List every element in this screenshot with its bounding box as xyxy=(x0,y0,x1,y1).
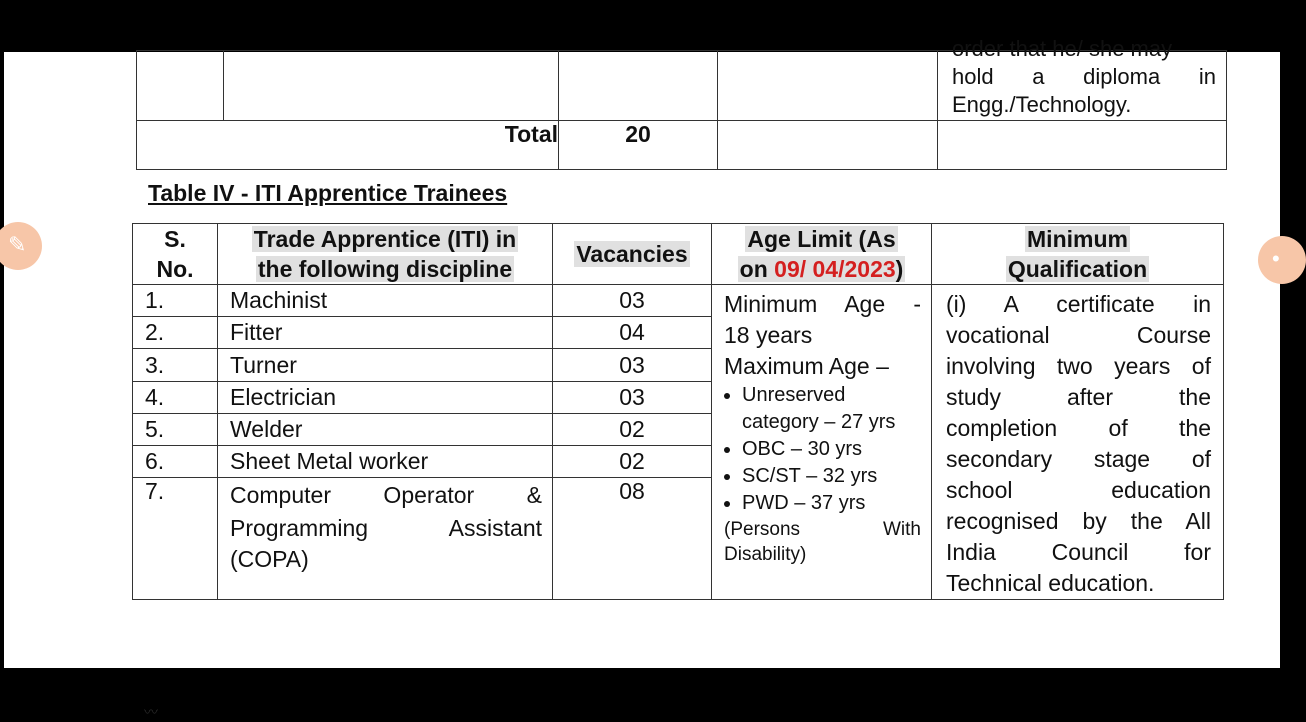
previous-table-fragment xyxy=(136,36,1227,170)
qualification-line: involving two years of xyxy=(946,353,1211,379)
age-category-list xyxy=(724,382,921,517)
min-age-line: Minimum Age - xyxy=(724,291,921,317)
age-limit-date: 09/ 04/2023 xyxy=(774,256,896,282)
floating-action-icon[interactable]: • xyxy=(1258,236,1306,284)
row-sno: 3. xyxy=(133,349,218,381)
qualification-line: study after the xyxy=(946,384,1211,410)
qualification-line: hold a diploma in xyxy=(952,64,1216,89)
row-trade: Fitter xyxy=(218,317,553,349)
table-cell xyxy=(137,51,224,121)
age-category-item: • PWD – 37 yrs xyxy=(742,490,921,517)
row-trade: Sheet Metal worker xyxy=(218,446,553,478)
table-cell xyxy=(224,51,559,121)
row-sno: 5. xyxy=(133,413,218,445)
pwd-note: Disability) xyxy=(724,544,807,565)
row-vacancies: 08 xyxy=(553,478,712,600)
pwd-note: (Persons With xyxy=(724,519,921,540)
table-caption: Table IV - ITI Apprentice Trainees xyxy=(148,180,508,206)
row-sno: 6. xyxy=(133,446,218,478)
table-row xyxy=(133,285,1224,317)
header-age-limit: Age Limit (As on 09/ 04/2023) xyxy=(712,224,932,285)
row-vacancies: 02 xyxy=(553,446,712,478)
age-category-item: • SC/ST – 32 yrs xyxy=(742,463,921,490)
total-label: Total xyxy=(137,121,559,170)
table-cell xyxy=(938,121,1227,170)
pen-mark: 〰 xyxy=(144,704,158,720)
total-value: 20 xyxy=(559,121,718,170)
row-sno: 2. xyxy=(133,317,218,349)
table-cell xyxy=(718,121,938,170)
qualification-cell xyxy=(938,36,1227,121)
table-cell xyxy=(559,51,718,121)
row-sno: 7. xyxy=(133,478,218,600)
row-trade: Electrician xyxy=(218,381,553,413)
header-vacancies: Vacancies xyxy=(553,224,712,285)
row-trade: Turner xyxy=(218,349,553,381)
row-vacancies: 04 xyxy=(553,317,712,349)
qualification-cell xyxy=(932,285,1224,600)
header-qualification: Minimum Qualification xyxy=(932,224,1224,285)
row-sno: 4. xyxy=(133,381,218,413)
document-page xyxy=(4,36,1280,720)
cut-text-line: order that he/ she may xyxy=(952,36,1173,61)
qualification-line: recognised by the All xyxy=(946,508,1211,534)
age-limit-cell xyxy=(712,285,932,600)
header-sno: S. No. xyxy=(133,224,218,285)
qualification-line: (i) A certificate in xyxy=(946,291,1211,317)
row-vacancies: 03 xyxy=(553,349,712,381)
row-vacancies: 03 xyxy=(553,285,712,317)
min-age-value: 18 years xyxy=(724,322,813,348)
row-vacancies: 02 xyxy=(553,413,712,445)
row-trade: Welder xyxy=(218,413,553,445)
qualification-line: India Council for xyxy=(946,539,1211,565)
qualification-line: Technical education. xyxy=(946,570,1155,596)
row-sno: 1. xyxy=(133,285,218,317)
qualification-line: Engg./Technology. xyxy=(952,92,1132,117)
header-row xyxy=(133,224,1224,285)
qualification-line: school education xyxy=(946,477,1211,503)
row-vacancies: 03 xyxy=(553,381,712,413)
qualification-line: secondary stage of xyxy=(946,446,1211,472)
qualification-line: completion of the xyxy=(946,415,1211,441)
iti-apprentice-table xyxy=(132,223,1224,600)
qualification-line: vocational Course xyxy=(946,322,1211,348)
age-category-item: • Unreserved category – 27 yrs xyxy=(742,382,921,436)
max-age-label: Maximum Age – xyxy=(724,353,889,379)
age-category-item: • OBC – 30 yrs xyxy=(742,436,921,463)
row-trade: Machinist xyxy=(218,285,553,317)
header-trade: Trade Apprentice (ITI) in the following discipline xyxy=(218,224,553,285)
row-trade: Computer Operator & Programming Assistant (COPA) xyxy=(218,478,553,600)
table-cell xyxy=(718,51,938,121)
edit-pencil-icon[interactable]: ✎ xyxy=(0,222,42,270)
